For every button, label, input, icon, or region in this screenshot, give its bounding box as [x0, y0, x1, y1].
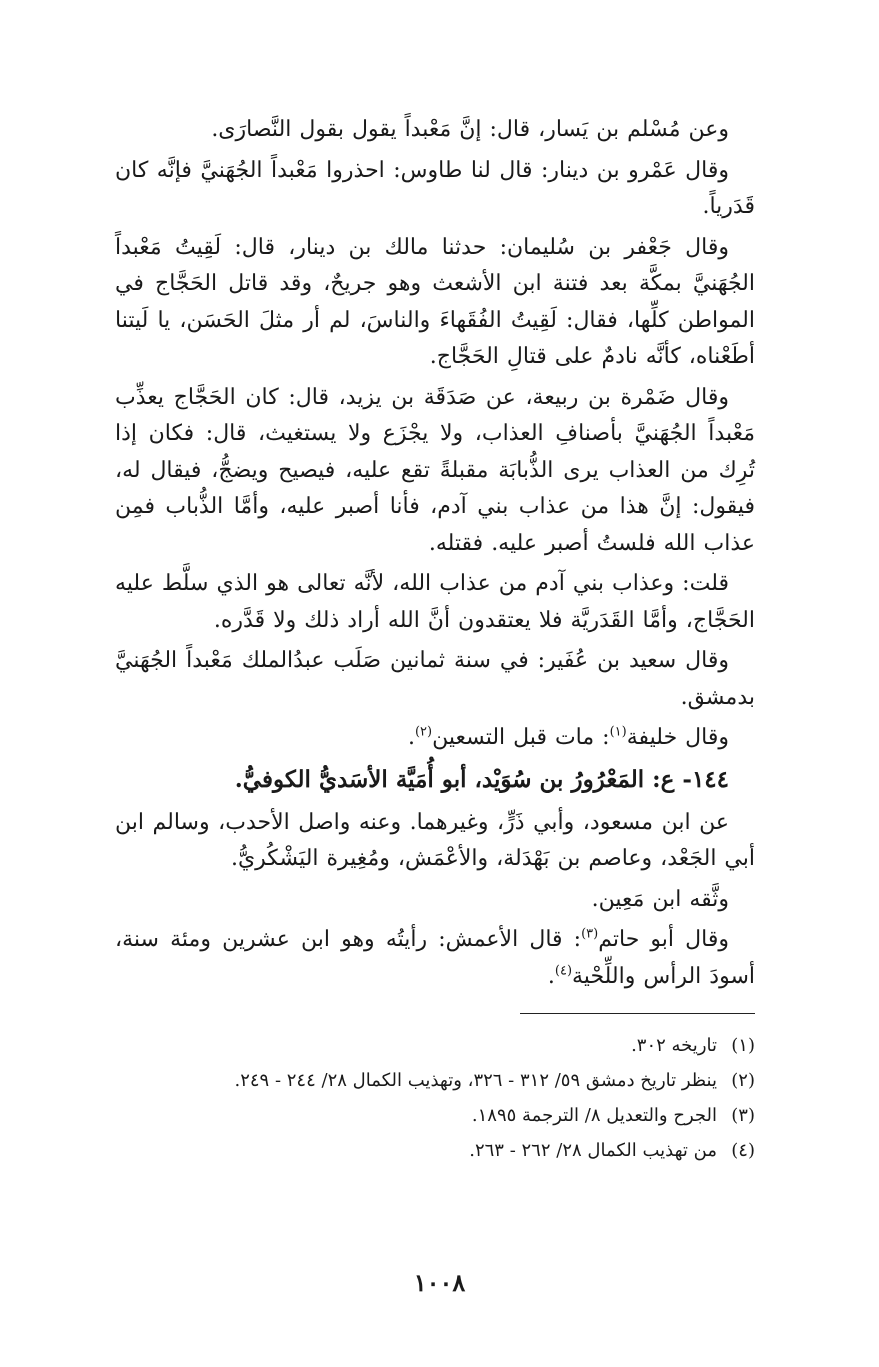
footnote-ref-3: (٣) [581, 926, 599, 942]
paragraph-jafar-ibn-sulayman: وقال جَعْفر بن سُليمان: حدثنا مالك بن دينار، قال: لَقِيتُ مَعْبداً الجُهَنيَّ بمكَّة بعد فتنة ابن الأشعث وهو جريحٌ، وقد قاتل الحَجَّاج في المواطن كلِّها، فقال: لَقِيتُ الفُقَهاءَ والناسَ، لم أر مثلَ الحَسَن، يا لَيتنا أطَعْناه، كأنَّه نادمٌ على قتالِ الحَجَّاج. [115, 234, 755, 369]
footnote-number: (١) [731, 1035, 755, 1056]
footnote-text: من تهذيب الكمال ٢٨/ ٢٦٢ - ٢٦٣. [469, 1140, 717, 1161]
footnote-text: الجرح والتعديل ٨/ الترجمة ١٨٩٥. [471, 1105, 717, 1126]
footnote-number: (٢) [731, 1070, 755, 1091]
footnote-2 [115, 1063, 755, 1098]
footnote-ref-4: (٤) [554, 963, 573, 979]
paragraph-khalifa [115, 720, 755, 757]
paragraph-abu-hatim [115, 922, 755, 995]
page-number: ١٠٠٨ [413, 1268, 466, 1297]
abu-hatim-text-a: وقال أبو حاتم [598, 927, 729, 952]
abu-hatim-text-c: . [547, 963, 555, 989]
footnote-number: (٣) [731, 1105, 755, 1126]
footnote-ref-2: (٢) [414, 724, 433, 740]
page-body [115, 112, 755, 1168]
khalifa-text-c: . [407, 725, 415, 750]
footnote-text: ينظر تاريخ دمشق ٥٩/ ٣١٢ - ٣٢٦، وتهذيب الكمال ٢٨/ ٢٤٤ - ٢٤٩. [234, 1070, 717, 1091]
khalifa-text-a: وقال خليفة [626, 725, 729, 750]
footnote-1 [115, 1028, 755, 1063]
footnote-4 [115, 1133, 755, 1168]
footnote-ref-1: (١) [609, 724, 627, 740]
paragraph-narrators: عن ابن مسعود، وأبي ذَرٍّ، وغيرهما. وعنه واصل الأحدب، وسالم ابن أبي الجَعْد، وعاصم بن بَهْدَلة، والأعْمَش، ومُغِيرة اليَشْكُريُّ. [115, 809, 755, 871]
paragraph-damra-ibn-rabia: وقال ضَمْرة بن ربيعة، عن صَدَقَة بن يزيد، قال: كان الحَجَّاج يعذِّب مَعْبداً الجُهَنيَّ بأصنافِ العذاب، ولا يجْزَع ولا يستغيث، قال: فكان إذا تُرِك من العذاب يرى الذُّبابَة مقبلةً تقع عليه، فيصيح ويضجُّ، فيقال له، فيقول: إنَّ هذا من عذاب بني آدم، فأنا أصبر عليه، وأمَّا الذُّباب فمِن عذاب الله فلستُ أصبر عليه. فقتله. [115, 384, 755, 556]
paragraph-author-comment: قلت: وعذاب بني آدم من عذاب الله، لأنَّه تعالى هو الذي سلَّط عليه الحَجَّاج، وأمَّا القَدَريَّة فلا يعتقدون أنَّ الله أراد ذلك ولا قَدَّره. [115, 571, 755, 633]
paragraph-ibn-main: وثَّقه ابن مَعِين. [591, 886, 729, 912]
footnote-text: تاريخه ٣٠٢. [631, 1035, 717, 1056]
paragraph-amr-ibn-dinar: وقال عَمْرو بن دينار: قال لنا طاوس: احذروا مَعْبداً الجُهَنيَّ فإنَّه كان قَدَرياً. [115, 157, 755, 219]
entry-heading: ١٤٤- ع: المَعْرُورُ بن سُوَيْد، أبو أُمَيَّة الأسَديُّ الكوفيُّ. [234, 765, 729, 793]
footnote-number: (٤) [731, 1140, 755, 1161]
footnote-separator [520, 1013, 755, 1014]
footnotes [115, 1028, 755, 1168]
paragraph-said-ibn-ufayr: وقال سعيد بن عُفَير: في سنة ثمانين صَلَب عبدُالملك مَعْبداً الجُهَنيَّ بدمشق. [115, 648, 755, 710]
abu-hatim-text-b: : قال الأعمش: رأيتُه وهو ابن عشرين ومئة سنة، أسودَ الرأس واللِّحْية [115, 927, 755, 989]
footnote-3 [115, 1098, 755, 1133]
paragraph-muslim-ibn-yasar: وعن مُسْلم بن يَسار، قال: إنَّ مَعْبداً يقول بقول النَّصارَى. [211, 117, 729, 142]
khalifa-text-b: : مات قبل التسعين [432, 725, 610, 750]
